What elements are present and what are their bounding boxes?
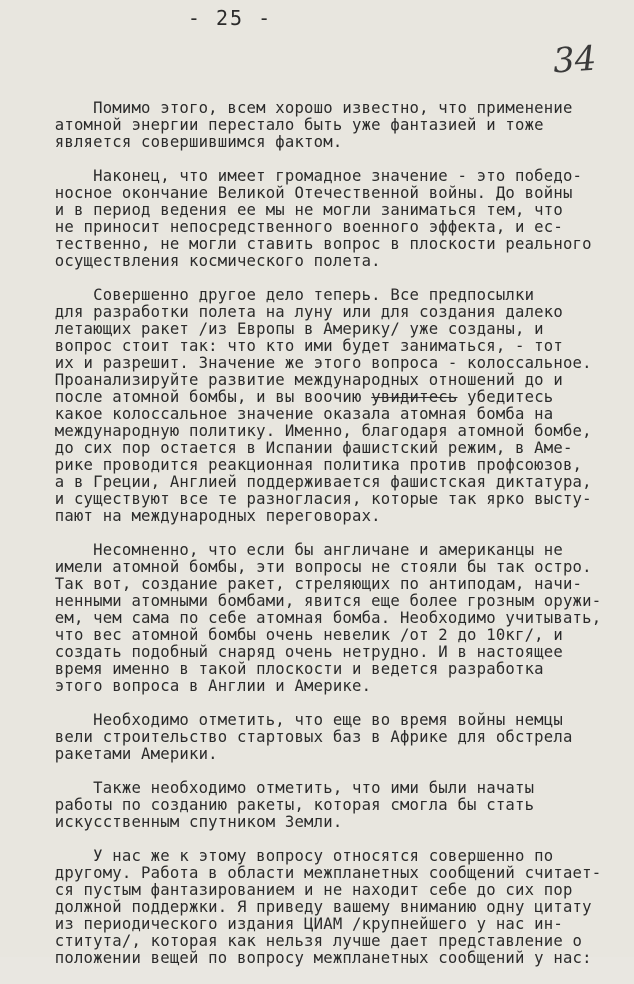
paragraph <box>26 712 634 763</box>
text-line: какое колоссальное значение оказала атомная бомба на <box>26 406 554 423</box>
text-line: до сих пор остается в Испании фашистский режим, в Аме- <box>26 440 573 457</box>
text-line: Совершенно другое дело теперь. Все предпосылки <box>26 287 535 304</box>
paragraph <box>26 287 634 525</box>
text-line: другому. Работа в области межпланетных сообщений считает- <box>26 865 602 882</box>
text-line: их и разрешит. Значение же этого вопроса - колоссальное. <box>26 355 592 372</box>
text-line: вели строительство стартовых баз в Африке для обстрела <box>26 729 573 746</box>
paragraph <box>26 100 634 151</box>
text-line: и в период ведения ее мы не могли заниматься тем, что <box>26 202 563 219</box>
text-line: должной поддержки. Я приведу вашему вниманию одну цитату <box>26 899 592 916</box>
text-line: время именно в такой плоскости и ведется разработка <box>26 661 544 678</box>
text-line: ститута/, которая как нельзя лучше дает представление о <box>26 933 583 950</box>
text-line: пают на международных переговорах. <box>26 508 381 525</box>
text-line: носное окончание Великой Отечественной войны. До войны <box>26 185 573 202</box>
text-line: Проанализируйте развитие международных отношений до и <box>26 372 563 389</box>
handwritten-page-number: 34 <box>551 38 598 82</box>
text-line: атомной энергии перестало быть уже фантазией и тоже <box>26 117 544 134</box>
correction-word: убедитесь <box>457 389 554 406</box>
text-line: и существуют все те разногласия, которые так ярко высту- <box>26 491 592 508</box>
text-line: ненными атомными бомбами, явится еще более грозным оружи- <box>26 593 602 610</box>
text-line: ем, чем сама по себе атомная бомба. Необходимо учитывать, <box>26 610 602 627</box>
page-number: - 25 - <box>187 6 273 30</box>
paragraph <box>26 848 634 967</box>
text-line: является совершившимся фактом. <box>26 134 343 151</box>
text-line: создать подобный снаряд очень нетрудно. И в настоящее <box>26 644 563 661</box>
text-line: из периодического издания ЦИАМ /крупнейшего у нас ин- <box>26 916 563 933</box>
text-line: международную политику. Именно, благодаря атомной бомбе, <box>26 423 592 440</box>
text-line: Так вот, создание ракет, стреляющих по антиподам, начи- <box>26 576 583 593</box>
text-line: не приносит непосредственного военного эффекта, и ес- <box>26 219 563 236</box>
text-line: а в Греции, Англией поддерживается фашистская диктатура, <box>26 474 592 491</box>
text-line: Наконец, что имеет громадное значение - это победо- <box>26 168 583 185</box>
text-line: работы по созданию ракеты, которая смогла бы стать <box>26 797 535 814</box>
text-line: имели атомной бомбы, эти вопросы не стояли бы так остро. <box>26 559 592 576</box>
text-line: Помимо этого, всем хорошо известно, что применение <box>26 100 573 117</box>
text-line: Несомненно, что если бы англичане и американцы не <box>26 542 563 559</box>
text-line: осуществления космического полета. <box>26 253 381 270</box>
text-line: рике проводится реакционная политика против профсоюзов, <box>26 457 583 474</box>
text-line: что вес атомной бомбы очень невелик /от 2 до 10кг/, и <box>26 627 563 644</box>
text-line: после атомной бомбы, и вы воочию увидитесь убедитесь <box>26 389 554 406</box>
text-line: искусственным спутником Земли. <box>26 814 343 831</box>
text-line: летающих ракет /из Европы в Америку/ уже созданы, и <box>26 321 544 338</box>
text-line: ся пустым фантазированием и не находит себе до сих пор <box>26 882 573 899</box>
text-line: Необходимо отметить, что еще во время войны немцы <box>26 712 563 729</box>
text-line: ракетами Америки. <box>26 746 218 763</box>
paragraph <box>26 542 634 695</box>
text-line: тественно, не могли ставить вопрос в плоскости реального <box>26 236 592 253</box>
text-line: У нас же к этому вопросу относятся совершенно по <box>26 848 554 865</box>
text-line: этого вопроса в Англии и Америке. <box>26 678 372 695</box>
struck-word: увидитесь <box>371 389 458 406</box>
document-body <box>26 100 634 984</box>
text-line: Также необходимо отметить, что ими были начаты <box>26 780 535 797</box>
paragraph <box>26 780 634 831</box>
paragraph <box>26 168 634 270</box>
text-line: вопрос стоит так: что кто ими будет заниматься, - тот <box>26 338 563 355</box>
text-line: для разработки полета на луну или для создания далеко <box>26 304 563 321</box>
text-line: положении вещей по вопросу межпланетных сообщений у нас: <box>26 950 592 967</box>
